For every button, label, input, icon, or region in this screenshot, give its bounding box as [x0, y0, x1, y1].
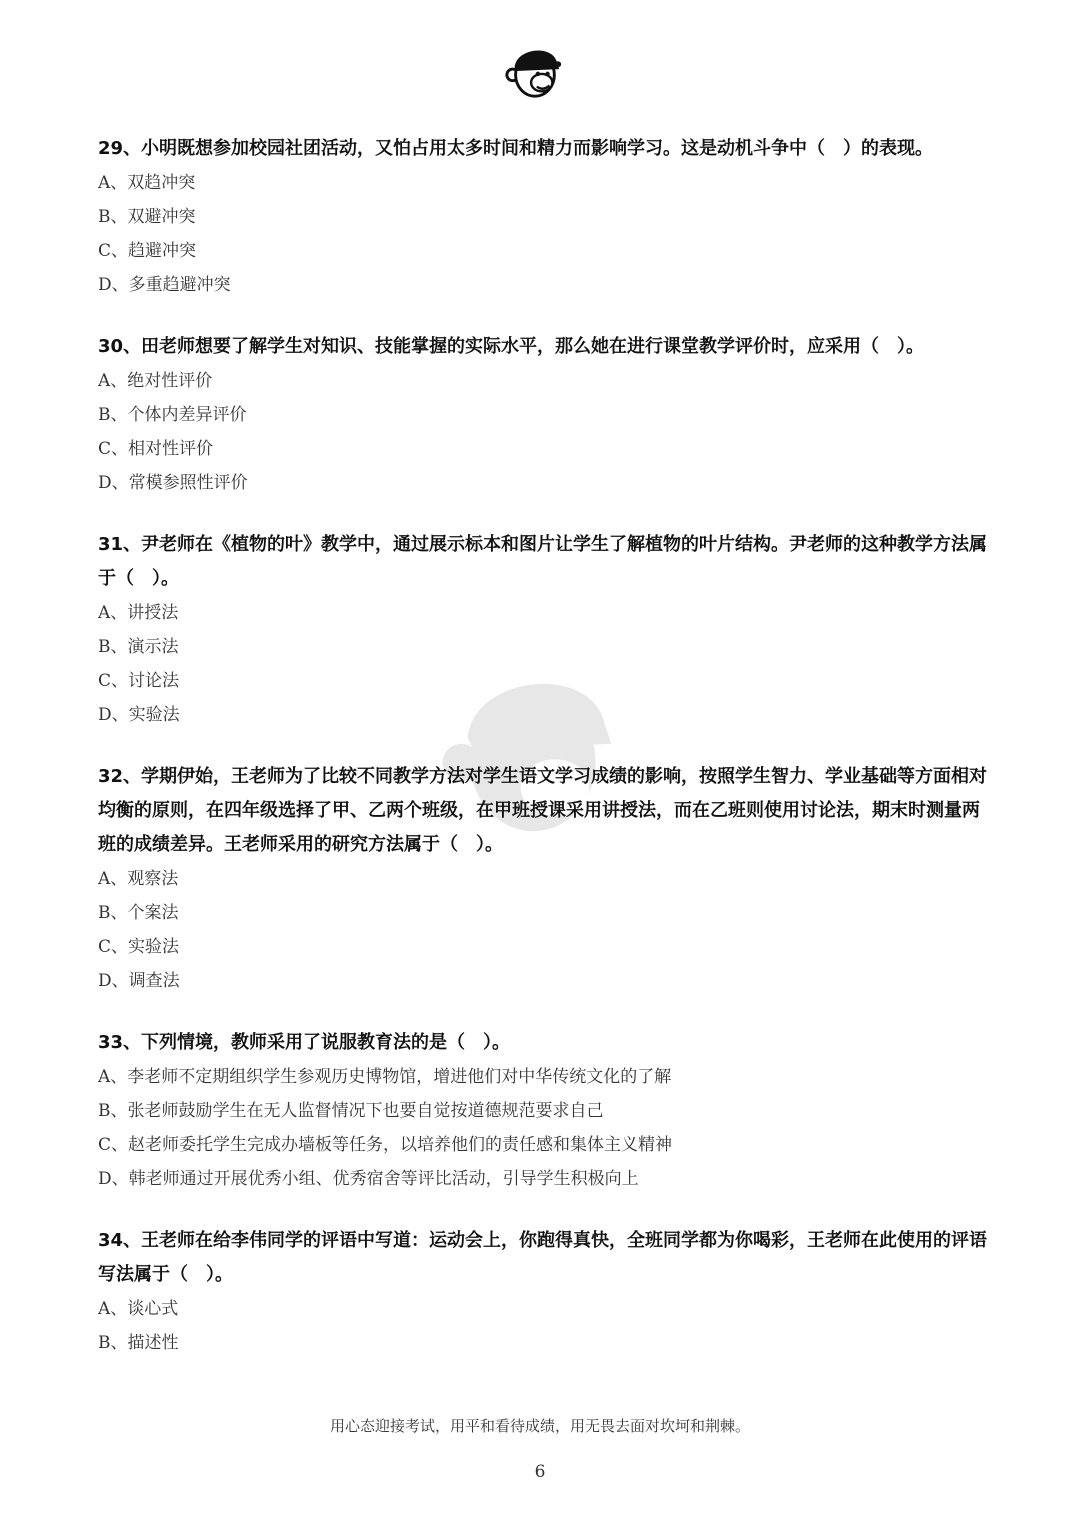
option-d — [98, 698, 988, 732]
option-a — [98, 1060, 988, 1094]
question-30 — [98, 330, 988, 500]
option-b — [98, 200, 988, 234]
question-stem: 34、王老师在给李伟同学的评语中写道：运动会上，你跑得真快，全班同学都为你喝彩，王老师在此使用的评语写法属于（ ）。 — [98, 1230, 988, 1285]
option-text: 谈心式 — [127, 1299, 179, 1319]
option-letter: B、 — [98, 405, 128, 425]
option-letter: C、 — [98, 439, 129, 459]
option-text: 描述性 — [127, 1333, 179, 1353]
option-letter: C、 — [98, 671, 129, 691]
option-a — [98, 862, 988, 896]
option-text: 实验法 — [128, 937, 180, 957]
option-text: 韩老师通过开展优秀小组、优秀宿舍等评比活动，引导学生积极向上 — [128, 1169, 639, 1189]
option-letter: D、 — [98, 705, 129, 725]
question-stem: 31、尹老师在《植物的叶》教学中，通过展示标本和图片让学生了解植物的叶片结构。尹老师的这种教学方法属于（ ）。 — [98, 534, 988, 589]
option-c — [98, 930, 988, 964]
option-b — [98, 1326, 988, 1360]
question-34 — [98, 1224, 988, 1360]
option-d — [98, 268, 988, 302]
option-c — [98, 664, 988, 698]
option-text: 张老师鼓励学生在无人监督情况下也要自觉按道德规范要求自己 — [127, 1101, 604, 1121]
question-stem: 29、小明既想参加校园社团活动，又怕占用太多时间和精力而影响学习。这是动机斗争中（ ）的表现。 — [98, 138, 934, 159]
option-b — [98, 896, 988, 930]
option-a — [98, 166, 988, 200]
option-letter: C、 — [98, 1135, 129, 1155]
option-letter: A、 — [98, 603, 128, 623]
option-text: 双避冲突 — [127, 207, 196, 227]
option-text: 常模参照性评价 — [128, 473, 248, 493]
option-text: 赵老师委托学生完成办墙板等任务，以培养他们的责任感和集体主义精神 — [128, 1135, 673, 1155]
option-letter: B、 — [98, 207, 128, 227]
question-list — [98, 132, 988, 1388]
option-letter: B、 — [98, 1333, 128, 1353]
option-letter: D、 — [98, 473, 129, 493]
question-33 — [98, 1026, 988, 1196]
option-letter: A、 — [98, 1299, 128, 1319]
option-text: 讨论法 — [128, 671, 180, 691]
option-text: 观察法 — [127, 869, 179, 889]
option-a — [98, 596, 988, 630]
option-text: 李老师不定期组织学生参观历史博物馆，增进他们对中华传统文化的了解 — [127, 1067, 672, 1087]
option-letter: D、 — [98, 275, 129, 295]
option-text: 趋避冲突 — [128, 241, 197, 261]
option-letter: C、 — [98, 937, 129, 957]
option-letter: A、 — [98, 869, 128, 889]
option-c — [98, 432, 988, 466]
option-c — [98, 234, 988, 268]
option-text: 调查法 — [128, 971, 180, 991]
monkey-logo-icon — [503, 40, 565, 102]
question-29 — [98, 132, 988, 302]
page-number: 6 — [534, 1462, 546, 1482]
footer-motto: 用心态迎接考试，用平和看待成绩，用无畏去面对坎坷和荆棘。 — [329, 1417, 750, 1435]
option-text: 个体内差异评价 — [127, 405, 247, 425]
option-a — [98, 364, 988, 398]
option-text: 双趋冲突 — [127, 173, 196, 193]
question-stem: 32、学期伊始，王老师为了比较不同教学方法对学生语文学习成绩的影响，按照学生智力、学业基础等方面相对均衡的原则，在四年级选择了甲、乙两个班级，在甲班授课采用讲授法，而在乙班则使用讨论法，期末时测量两班的成绩差异。王老师采用的研究方法属于（ ）。 — [98, 766, 988, 855]
option-letter: D、 — [98, 971, 129, 991]
option-text: 演示法 — [127, 637, 179, 657]
option-letter: A、 — [98, 1067, 128, 1087]
option-d — [98, 1162, 988, 1196]
option-letter: A、 — [98, 371, 128, 391]
question-stem: 33、下列情境，教师采用了说服教育法的是（ ）。 — [98, 1032, 511, 1053]
option-letter: B、 — [98, 1101, 128, 1121]
option-text: 实验法 — [128, 705, 180, 725]
option-d — [98, 964, 988, 998]
question-31 — [98, 528, 988, 732]
option-text: 讲授法 — [127, 603, 179, 623]
option-b — [98, 630, 988, 664]
option-text: 相对性评价 — [128, 439, 214, 459]
option-letter: B、 — [98, 903, 128, 923]
option-letter: C、 — [98, 241, 129, 261]
option-a — [98, 1292, 988, 1326]
option-text: 多重趋避冲突 — [128, 275, 231, 295]
option-text: 绝对性评价 — [127, 371, 213, 391]
question-stem: 30、田老师想要了解学生对知识、技能掌握的实际水平，那么她在进行课堂教学评价时，应采用（ ）。 — [98, 336, 925, 357]
question-32 — [98, 760, 988, 998]
option-b — [98, 1094, 988, 1128]
option-letter: A、 — [98, 173, 128, 193]
option-b — [98, 398, 988, 432]
option-c — [98, 1128, 988, 1162]
option-text: 个案法 — [127, 903, 179, 923]
option-letter: B、 — [98, 637, 128, 657]
option-d — [98, 466, 988, 500]
option-letter: D、 — [98, 1169, 129, 1189]
